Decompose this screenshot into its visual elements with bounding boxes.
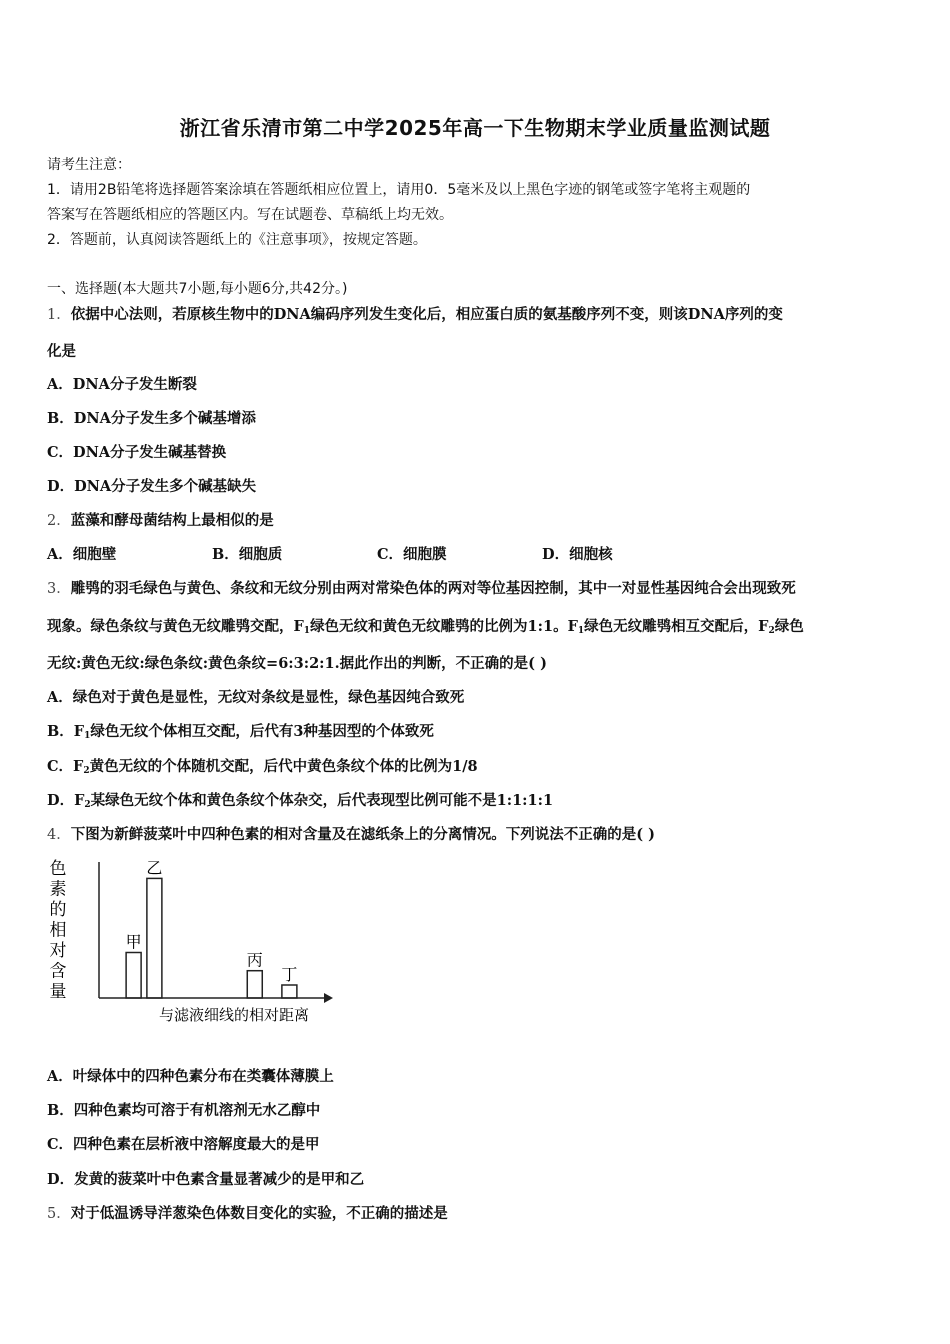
bar-label: 甲 <box>125 932 142 952</box>
notice-heading: 请考生注意： <box>47 157 131 173</box>
option-d: D．$F_2$某绿色无纹个体和黄色条纹个体杂交，后代表现型比例可能不是1:1:1:1 <box>47 792 554 810</box>
notice-item1-line2: 答案写在答题纸相应的答题区内。写在试题卷、草稿纸上均无效。 <box>47 207 453 223</box>
option-c: C．细胞膜 <box>377 546 447 563</box>
y-label-char: 对 <box>49 941 67 961</box>
y-axis-label <box>50 859 67 1002</box>
bar-丙 <box>247 971 262 998</box>
option-b: B．细胞质 <box>212 546 283 563</box>
y-label-char: 量 <box>49 982 67 1002</box>
x-axis-arrow-icon <box>324 993 333 1003</box>
question-stem: 依据中心法则，若原核生物中的DNA编码序列发生变化后，相应蛋白质的氨基酸序列不变，则该DNA序列的变 <box>70 306 783 323</box>
option-a: A．DNA分子发生断裂 <box>47 376 197 393</box>
y-label-char: 色 <box>49 859 67 879</box>
question-1-line2: 化是 <box>47 343 76 360</box>
question-5 <box>47 1202 448 1223</box>
question-number: 3． <box>47 581 71 597</box>
question-number: 1． <box>47 307 71 323</box>
option-c: C．四种色素在层析液中溶解度最大的是甲 <box>47 1136 320 1153</box>
question-1 <box>47 303 783 324</box>
option-a: A．叶绿体中的四种色素分布在类囊体薄膜上 <box>47 1068 334 1085</box>
question-number: 4． <box>47 827 71 843</box>
notice-item1-line1: 1．请用2B铅笔将选择题答案涂填在答题纸相应位置上，请用0．5毫米及以上黑色字迹的钢笔或签字笔将主观题的 <box>47 182 751 198</box>
option-c: C．DNA分子发生碱基替换 <box>47 444 227 461</box>
question-3-line2: 现象。绿色条纹与黄色无纹雕鸮交配，$F_1$绿色无纹和黄色无纹雕鸮的比例为1:1。$F_1$绿色无纹雕鸮相互交配后，$F_2$绿色 <box>47 618 804 636</box>
bar-label: 丙 <box>246 950 263 970</box>
option-b: B．$F_1$绿色无纹个体相互交配，后代有3种基因型的个体致死 <box>47 723 434 741</box>
notice-item2: 2．答题前，认真阅读答题纸上的《注意事项》，按规定答题。 <box>47 232 427 248</box>
question-number: 5． <box>47 1206 71 1222</box>
y-label-char: 素 <box>49 879 67 900</box>
bar-label: 乙 <box>146 858 163 878</box>
option-d: D．发黄的菠菜叶中色素含量显著减少的是甲和乙 <box>47 1171 365 1188</box>
y-label-char: 的 <box>49 900 67 920</box>
question-number: 2． <box>47 513 71 529</box>
pigment-bar-chart <box>44 852 344 1032</box>
question-stem: 蓝藻和酵母菌结构上最相似的是 <box>70 512 274 529</box>
section-heading: 一、选择题(本大题共7小题,每小题6分,共42分。) <box>47 281 348 297</box>
option-b: B．DNA分子发生多个碱基增添 <box>47 410 256 427</box>
question-2 <box>47 509 274 530</box>
bar-丁 <box>282 985 297 998</box>
y-label-char: 相 <box>49 920 67 941</box>
bar-甲 <box>126 953 141 999</box>
option-d: D．细胞核 <box>542 546 613 563</box>
option-a: A．细胞壁 <box>47 546 117 563</box>
option-b: B．四种色素均可溶于有机溶剂无水乙醇中 <box>47 1102 321 1119</box>
bar-乙 <box>147 878 162 998</box>
option-c: C．$F_2$黄色无纹的个体随机交配，后代中黄色条纹个体的比例为1/8 <box>47 758 478 776</box>
bar-label: 丁 <box>281 965 298 984</box>
y-label-char: 含 <box>49 961 67 982</box>
option-d: D．DNA分子发生多个碱基缺失 <box>47 478 257 495</box>
question-3-line3: 无纹:黄色无纹:绿色条纹:黄色条纹=6:3:2:1.据此作出的判断，不正确的是( ) <box>47 655 547 672</box>
question-stem: 下图为新鲜菠菜叶中四种色素的相对含量及在滤纸条上的分离情况。下列说法不正确的是( ) <box>70 826 656 843</box>
question-4 <box>47 823 655 844</box>
option-a: A．绿色对于黄色是显性，无纹对条纹是显性，绿色基因纯合致死 <box>47 689 465 706</box>
page-title: 浙江省乐清市第二中学2025年高一下生物期末学业质量监测试题 <box>179 116 771 140</box>
question-stem: 雕鸮的羽毛绿色与黄色、条纹和无纹分别由两对常染色体的两对等位基因控制，其中一对显性基因纯合会出现致死 <box>70 580 796 597</box>
question-3 <box>47 577 796 598</box>
x-axis-label: 与滤液细线的相对距离 <box>158 1006 310 1024</box>
question-stem: 对于低温诱导洋葱染色体数目变化的实验，不正确的描述是 <box>70 1205 448 1222</box>
